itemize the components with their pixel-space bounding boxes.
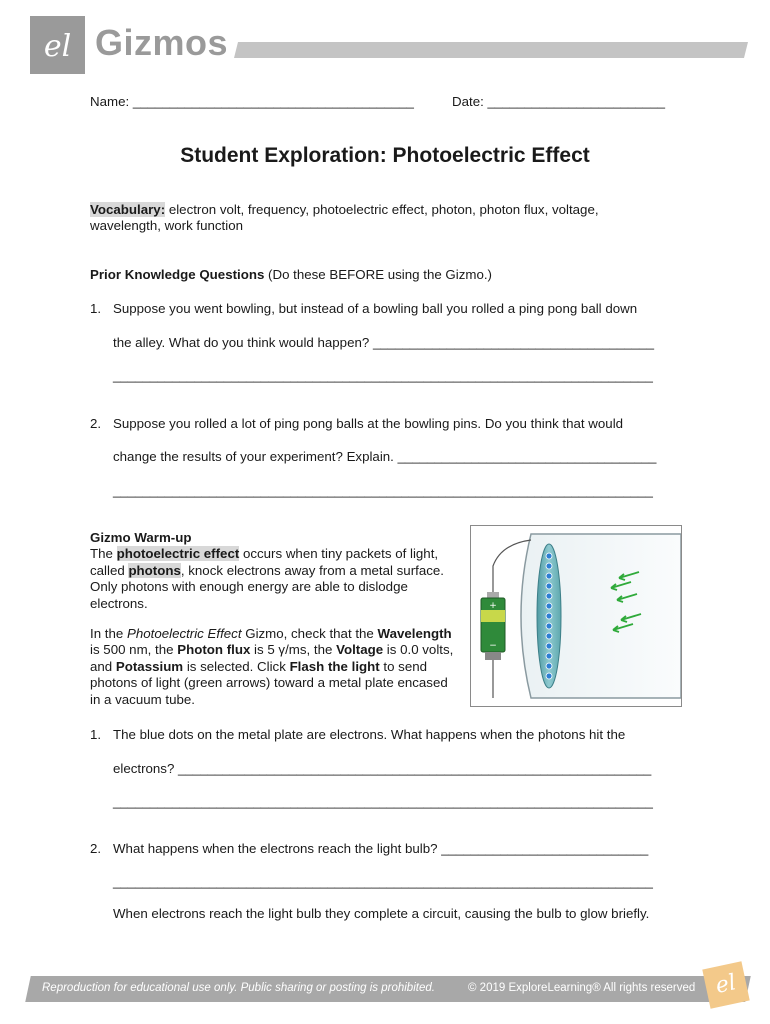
gizmos-logo-text: Gizmos bbox=[95, 22, 229, 63]
electron-dot bbox=[546, 633, 552, 639]
warmup-heading: Gizmo Warm-up bbox=[90, 530, 192, 545]
electron-dot bbox=[546, 573, 552, 579]
text: The bbox=[90, 546, 117, 562]
prior-q1-line-1: Suppose you went bowling, but instead of a bowling ball you rolled a ping pong ball down bbox=[113, 301, 638, 316]
prior-q1-line-2: the alley. What do you think would happen? ______________________________________ bbox=[113, 335, 654, 350]
gizmos-header bbox=[0, 0, 770, 80]
term-photons: photons bbox=[128, 562, 181, 578]
q2-answer-text: When electrons reach the light bulb they complete a circuit, causing the bulb to glow briefly. bbox=[113, 906, 650, 921]
date-label: Date: bbox=[452, 94, 484, 109]
warmup-paragraph-2 bbox=[90, 626, 460, 708]
gizmo-warmup bbox=[90, 530, 460, 722]
text: is 5 γ/ms, the bbox=[250, 642, 337, 658]
vocabulary-label: Vocabulary: bbox=[90, 202, 166, 217]
vocabulary-terms-1: electron volt, frequency, photoelectric effect, photon, photon flux, voltage, bbox=[165, 202, 599, 217]
electron-dot bbox=[546, 653, 552, 659]
vocabulary-terms-2: wavelength, work function bbox=[90, 218, 243, 233]
prior-knowledge-note: (Do these BEFORE using the Gizmo.) bbox=[264, 267, 492, 282]
text: is 500 nm, the bbox=[90, 642, 178, 658]
electron-dot bbox=[546, 563, 552, 569]
text: Gizmo, check that the bbox=[241, 626, 378, 642]
term-voltage: Voltage bbox=[336, 642, 384, 658]
prior-q2-number: 2. bbox=[90, 416, 102, 431]
explorelearning-logo-icon: el bbox=[30, 16, 85, 74]
q1-number: 1. bbox=[90, 727, 102, 742]
prior-q2-line-2: change the results of your experiment? Explain. ___________________________________ bbox=[113, 449, 657, 464]
vacuum-tube-illustration bbox=[471, 526, 681, 706]
term-photon-flux: Photon flux bbox=[177, 642, 251, 658]
prior-q2-line-1: Suppose you rolled a lot of ping pong balls at the bowling pins. Do you think that would bbox=[113, 416, 624, 431]
footer-copyright: © 2019 ExploreLearning® All rights reserved bbox=[468, 982, 696, 994]
prior-knowledge-heading-row bbox=[90, 267, 492, 283]
text: In the bbox=[90, 626, 127, 642]
electron-dot bbox=[546, 553, 552, 559]
text: , knock electrons away from a metal surface. Only photons with enough energy are able to dislodge electrons. bbox=[90, 562, 444, 611]
footer-logo-icon: el bbox=[702, 961, 749, 1008]
prior-q1-answer-line: _________________________________________________________________________ bbox=[113, 368, 653, 383]
battery-icon bbox=[481, 592, 505, 660]
footer-disclaimer: Reproduction for educational use only. Public sharing or posting is prohibited. bbox=[42, 982, 435, 994]
name-field bbox=[90, 94, 414, 110]
photoelectric-gizmo-figure bbox=[470, 525, 682, 707]
electron-dot bbox=[546, 613, 552, 619]
header-decorative-bar bbox=[234, 42, 748, 58]
date-line: ________________________ bbox=[487, 94, 665, 109]
q2-answer-line: _________________________________________________________________________ bbox=[113, 874, 653, 889]
name-label: Name: bbox=[90, 94, 130, 109]
prior-q2-answer-line: _________________________________________________________________________ bbox=[113, 483, 653, 498]
svg-text:−: − bbox=[489, 641, 497, 651]
gizmo-name: Photoelectric Effect bbox=[126, 626, 242, 642]
electron-dot bbox=[546, 603, 552, 609]
text: is selected. Click bbox=[183, 658, 290, 674]
electron-dot bbox=[546, 673, 552, 679]
term-photoelectric-effect: photoelectric effect bbox=[116, 546, 240, 562]
prior-q1-number: 1. bbox=[90, 301, 102, 316]
electron-dot bbox=[546, 643, 552, 649]
q1-line-1: The blue dots on the metal plate are electrons. What happens when the photons hit the bbox=[113, 727, 626, 742]
electron-dot bbox=[546, 623, 552, 629]
term-potassium: Potassium bbox=[115, 658, 184, 674]
date-field bbox=[452, 94, 665, 110]
name-line: ______________________________________ bbox=[132, 94, 414, 109]
svg-text:+: + bbox=[489, 601, 497, 611]
term-flash-the-light: Flash the light bbox=[289, 658, 380, 674]
page-title: Student Exploration: Photoelectric Effect bbox=[180, 144, 590, 167]
text: to send photons of light (green arrows) toward a metal plate encased in a vacuum tube. bbox=[90, 658, 448, 707]
q2-number: 2. bbox=[90, 841, 102, 856]
electron-dot bbox=[546, 663, 552, 669]
electron-dot bbox=[546, 583, 552, 589]
q2-line-1: What happens when the electrons reach the light bulb? ____________________________ bbox=[113, 841, 649, 856]
text: occurs when tiny packets of light, called bbox=[90, 546, 439, 578]
term-wavelength: Wavelength bbox=[377, 626, 452, 642]
prior-knowledge-heading: Prior Knowledge Questions bbox=[90, 267, 265, 282]
q1-line-2: electrons? ________________________________________________________________ bbox=[113, 761, 652, 776]
q1-answer-line: _________________________________________________________________________ bbox=[113, 794, 653, 809]
warmup-paragraph-1 bbox=[90, 546, 460, 612]
text: is 0.0 volts, and bbox=[90, 642, 454, 674]
vocabulary-line-1 bbox=[90, 202, 599, 218]
electron-dot bbox=[546, 593, 552, 599]
